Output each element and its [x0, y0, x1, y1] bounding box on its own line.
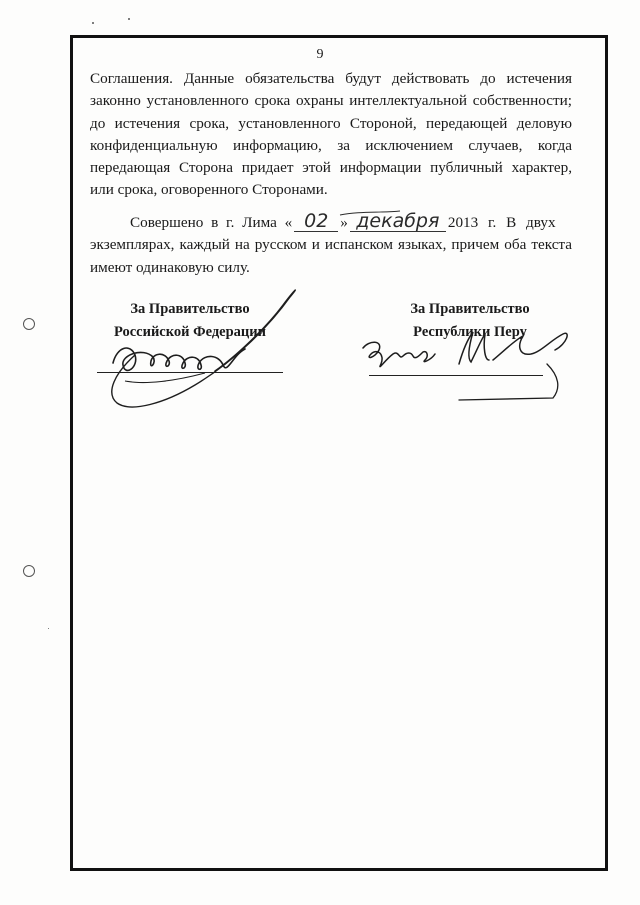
scan-speck	[92, 22, 94, 24]
execution-tail-text: 2013 г. В двух	[447, 214, 556, 231]
text-line: конфиденциальную информацию, за исключением случаев, когда	[90, 136, 572, 154]
text-line: имеют одинаковую силу.	[90, 258, 250, 276]
punch-hole	[23, 565, 35, 577]
signature-block-russia	[100, 298, 280, 344]
handwritten-day: 02	[294, 212, 338, 232]
signature-line-russia	[97, 372, 283, 373]
signature-block-peru	[380, 298, 560, 344]
punch-hole	[23, 318, 35, 330]
handwritten-month: декабря	[350, 212, 446, 232]
signatory-heading: За Правительство	[130, 301, 250, 317]
text-line: до истечения срока, установленного Стороной, передающей деловую	[90, 114, 572, 132]
execution-lead-text: Совершено в г. Лима «	[130, 214, 293, 231]
execution-quote: »	[340, 214, 348, 231]
signatory-country: Российской Федерации	[113, 324, 266, 340]
page-number: 9	[316, 47, 324, 62]
signatory-country: Республики Перу	[413, 324, 527, 340]
paragraph-confidentiality	[90, 68, 572, 202]
paragraph-execution	[90, 212, 572, 279]
text-line: передающая Сторона придает этой информации публичный характер,	[90, 159, 572, 177]
signature-line-peru	[369, 375, 543, 376]
text-line: законно установленного срока охраны интеллектуальной собственности;	[90, 92, 572, 110]
scan-speck	[128, 18, 130, 20]
execution-date-line	[90, 212, 572, 234]
signatory-heading: За Правительство	[410, 301, 530, 317]
text-line: Соглашения. Данные обязательства будут действовать до истечения	[90, 70, 572, 87]
text-line: экземплярах, каждый на русском и испанском языках, причем оба текста	[90, 236, 572, 254]
scan-speck	[48, 628, 49, 629]
text-line: или срока, оговоренного Сторонами.	[90, 181, 328, 199]
